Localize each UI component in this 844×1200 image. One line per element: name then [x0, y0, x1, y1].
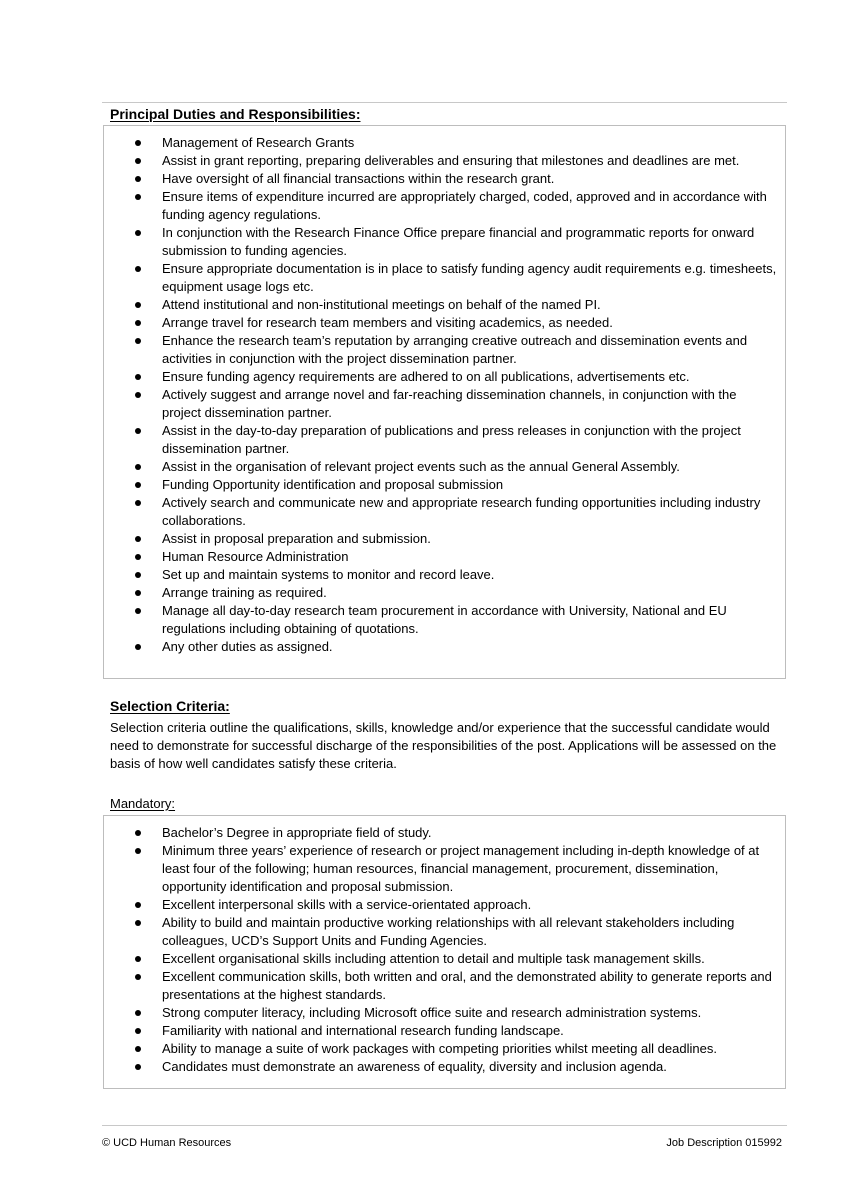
list-item	[104, 296, 779, 314]
bullet-icon	[135, 302, 141, 308]
list-item-text: Strong computer literacy, including Microsoft office suite and research administration systems.	[162, 1005, 702, 1020]
list-item	[104, 1040, 779, 1058]
bullet-icon	[135, 1064, 141, 1070]
list-item	[104, 602, 779, 638]
list-item	[104, 134, 779, 152]
list-item-text: Minimum three years’ experience of research or project management including in-depth knowledge of at least four of the following; human resources, financial management, procurement, dissemination, opportunity identification and proposal submission.	[162, 843, 760, 894]
footer-divider	[102, 1125, 787, 1126]
list-item	[104, 152, 779, 170]
bullet-icon	[135, 974, 141, 980]
bullet-icon	[135, 902, 141, 908]
list-item	[104, 896, 779, 914]
list-item-text: Excellent organisational skills including attention to detail and multiple task management skills.	[162, 951, 705, 966]
list-item	[104, 332, 779, 368]
bullet-icon	[135, 374, 141, 380]
mandatory-label: Mandatory:	[110, 796, 176, 811]
list-item	[104, 1058, 779, 1076]
list-item-text: Excellent interpersonal skills with a service-orientated approach.	[162, 897, 532, 912]
bullet-icon	[135, 572, 141, 578]
bullet-icon	[135, 464, 141, 470]
list-item	[104, 494, 779, 530]
bullet-icon	[135, 428, 141, 434]
list-item	[104, 170, 779, 188]
list-item-text: Assist in the day-to-day preparation of publications and press releases in conjunction with the project dissemination partner.	[162, 423, 741, 456]
list-item	[104, 566, 779, 584]
list-item-text: Ensure funding agency requirements are adhered to on all publications, advertisements etc.	[162, 369, 690, 384]
list-item	[104, 260, 779, 296]
selection-criteria-intro: Selection criteria outline the qualifications, skills, knowledge and/or experience that the successful candidate would need to demonstrate for successful discharge of the responsibilities of the post. Applications will be assessed on the basis of how well candidates satisfy these criteria.	[110, 720, 777, 771]
list-item	[104, 224, 779, 260]
list-item	[104, 824, 779, 842]
list-item	[104, 314, 779, 332]
bullet-icon	[135, 482, 141, 488]
bullet-icon	[135, 956, 141, 962]
bullet-icon	[135, 194, 141, 200]
list-item	[104, 638, 779, 656]
bullet-icon	[135, 140, 141, 146]
bullet-icon	[135, 338, 141, 344]
list-item	[104, 968, 779, 1004]
list-item-text: Have oversight of all financial transactions within the research grant.	[162, 171, 555, 186]
list-item	[104, 584, 779, 602]
bullet-icon	[135, 266, 141, 272]
mandatory-box	[103, 815, 786, 1089]
bullet-icon	[135, 158, 141, 164]
bullet-icon	[135, 230, 141, 236]
list-item-text: Familiarity with national and international research funding landscape.	[162, 1023, 564, 1038]
list-item-text: Arrange travel for research team members and visiting academics, as needed.	[162, 315, 613, 330]
list-item-text: Bachelor’s Degree in appropriate field of study.	[162, 825, 432, 840]
list-item	[104, 842, 779, 896]
bullet-icon	[135, 176, 141, 182]
list-item	[104, 476, 779, 494]
list-item-text: Management of Research Grants	[162, 135, 355, 150]
list-item-text: Attend institutional and non-institutional meetings on behalf of the named PI.	[162, 297, 601, 312]
list-item-text: Arrange training as required.	[162, 585, 327, 600]
bullet-icon	[135, 500, 141, 506]
list-item-text: Assist in the organisation of relevant project events such as the annual General Assembly.	[162, 459, 680, 474]
duties-list	[104, 126, 785, 656]
list-item-text: Funding Opportunity identification and proposal submission	[162, 477, 504, 492]
top-divider	[102, 102, 787, 103]
bullet-icon	[135, 644, 141, 650]
bullet-icon	[135, 1046, 141, 1052]
list-item-text: Ability to build and maintain productive working relationships with all relevant stakeholders including colleagues, UCD’s Support Units and Funding Agencies.	[162, 915, 735, 948]
list-item-text: Excellent communication skills, both written and oral, and the demonstrated ability to generate reports and presentations at the highest standards.	[162, 969, 772, 1002]
list-item-text: Actively search and communicate new and appropriate research funding opportunities including industry collaborations.	[162, 495, 761, 528]
mandatory-list	[104, 816, 785, 1076]
list-item	[104, 530, 779, 548]
bullet-icon	[135, 1010, 141, 1016]
bullet-icon	[135, 536, 141, 542]
list-item-text: Candidates must demonstrate an awareness of equality, diversity and inclusion agenda.	[162, 1059, 667, 1074]
bullet-icon	[135, 848, 141, 854]
list-item-text: Assist in grant reporting, preparing deliverables and ensuring that milestones and deadlines are met.	[162, 153, 740, 168]
list-item-text: Any other duties as assigned.	[162, 639, 333, 654]
list-item-text: Ensure appropriate documentation is in place to satisfy funding agency audit requirements e.g. timesheets, equipment usage logs etc.	[162, 261, 777, 294]
list-item-text: Set up and maintain systems to monitor and record leave.	[162, 567, 495, 582]
list-item-text: Ensure items of expenditure incurred are appropriately charged, coded, approved and in accordance with funding agency regulations.	[162, 189, 767, 222]
list-item	[104, 548, 779, 566]
list-item-text: Human Resource Administration	[162, 549, 349, 564]
bullet-icon	[135, 590, 141, 596]
bullet-icon	[135, 554, 141, 560]
bullet-icon	[135, 920, 141, 926]
list-item-text: In conjunction with the Research Finance Office prepare financial and programmatic reports for onward submission to funding agencies.	[162, 225, 755, 258]
list-item	[104, 1004, 779, 1022]
bullet-icon	[135, 320, 141, 326]
list-item	[104, 458, 779, 476]
list-item-text: Actively suggest and arrange novel and far-reaching dissemination channels, in conjunction with the project dissemination partner.	[162, 387, 737, 420]
list-item	[104, 386, 779, 422]
list-item-text: Assist in proposal preparation and submission.	[162, 531, 431, 546]
bullet-icon	[135, 830, 141, 836]
list-item	[104, 188, 779, 224]
footer-job-description: Job Description 015992	[666, 1137, 782, 1149]
duties-box	[103, 125, 786, 679]
list-item-text: Enhance the research team’s reputation by arranging creative outreach and dissemination events and activities in conjunction with the project dissemination partner.	[162, 333, 748, 366]
list-item	[104, 368, 779, 386]
bullet-icon	[135, 392, 141, 398]
selection-criteria-heading: Selection Criteria:	[110, 698, 230, 714]
list-item	[104, 914, 779, 950]
footer-copyright: © UCD Human Resources	[102, 1137, 232, 1149]
bullet-icon	[135, 608, 141, 614]
list-item-text: Manage all day-to-day research team procurement in accordance with University, National and EU regulations including obtaining of quotations.	[162, 603, 727, 636]
bullet-icon	[135, 1028, 141, 1034]
duties-heading: Principal Duties and Responsibilities:	[110, 106, 361, 122]
list-item-text: Ability to manage a suite of work packages with competing priorities whilst meeting all deadlines.	[162, 1041, 717, 1056]
list-item	[104, 422, 779, 458]
list-item	[104, 950, 779, 968]
list-item	[104, 1022, 779, 1040]
